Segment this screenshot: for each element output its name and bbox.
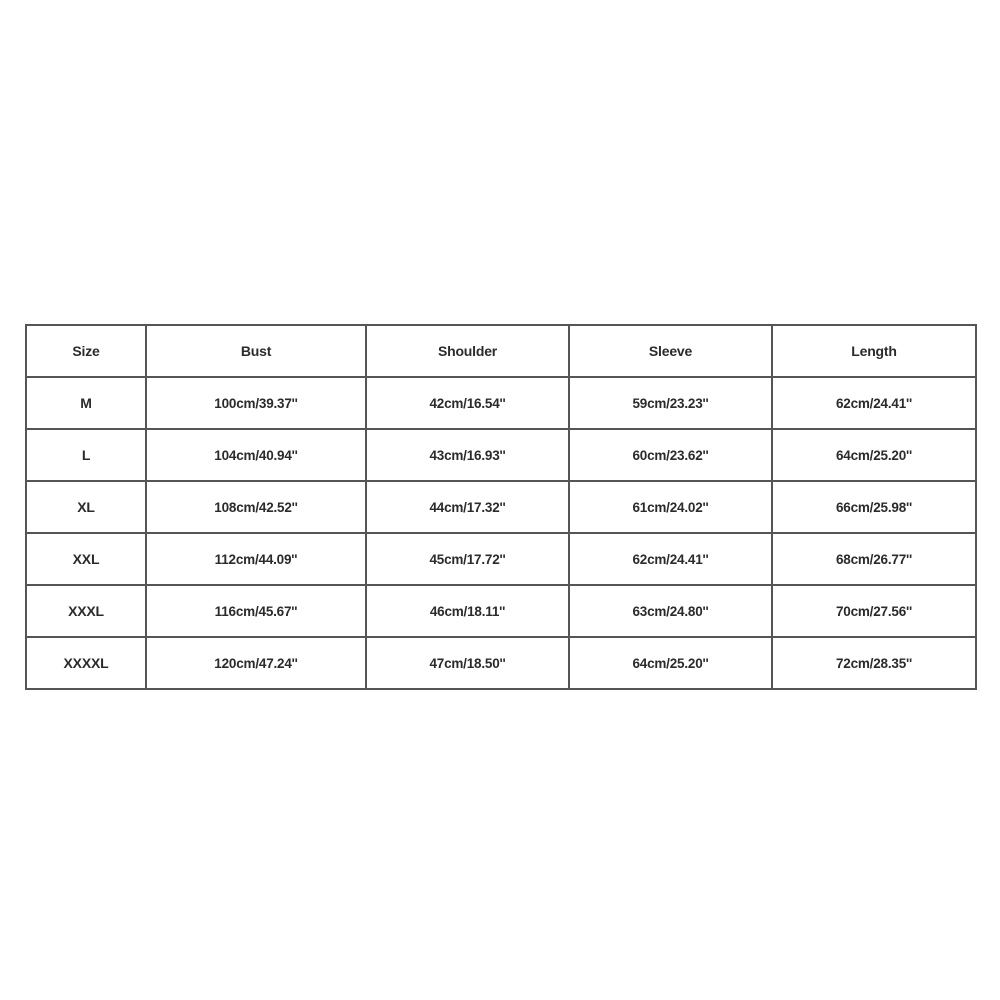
size-cell: XXXXL xyxy=(26,637,146,689)
shoulder-cell: 44cm/17.32'' xyxy=(366,481,569,533)
sleeve-cell: 60cm/23.62'' xyxy=(569,429,772,481)
sleeve-cell: 61cm/24.02'' xyxy=(569,481,772,533)
sleeve-cell: 62cm/24.41'' xyxy=(569,533,772,585)
table-row xyxy=(26,429,976,481)
header-sleeve: Sleeve xyxy=(569,325,772,377)
shoulder-cell: 47cm/18.50'' xyxy=(366,637,569,689)
table-row xyxy=(26,377,976,429)
size-cell: M xyxy=(26,377,146,429)
length-cell: 72cm/28.35'' xyxy=(772,637,976,689)
bust-cell: 120cm/47.24'' xyxy=(146,637,366,689)
bust-cell: 116cm/45.67'' xyxy=(146,585,366,637)
shoulder-cell: 46cm/18.11'' xyxy=(366,585,569,637)
table-row xyxy=(26,585,976,637)
header-length: Length xyxy=(772,325,976,377)
shoulder-cell: 43cm/16.93'' xyxy=(366,429,569,481)
size-chart-table xyxy=(25,324,977,690)
shoulder-cell: 45cm/17.72'' xyxy=(366,533,569,585)
length-cell: 68cm/26.77'' xyxy=(772,533,976,585)
bust-cell: 104cm/40.94'' xyxy=(146,429,366,481)
table-row xyxy=(26,533,976,585)
table-row xyxy=(26,637,976,689)
header-shoulder: Shoulder xyxy=(366,325,569,377)
size-cell: XXL xyxy=(26,533,146,585)
sleeve-cell: 64cm/25.20'' xyxy=(569,637,772,689)
bust-cell: 100cm/39.37'' xyxy=(146,377,366,429)
length-cell: 70cm/27.56'' xyxy=(772,585,976,637)
bust-cell: 112cm/44.09'' xyxy=(146,533,366,585)
size-cell: L xyxy=(26,429,146,481)
shoulder-cell: 42cm/16.54'' xyxy=(366,377,569,429)
sleeve-cell: 59cm/23.23'' xyxy=(569,377,772,429)
sleeve-cell: 63cm/24.80'' xyxy=(569,585,772,637)
length-cell: 66cm/25.98'' xyxy=(772,481,976,533)
table-row xyxy=(26,481,976,533)
header-size: Size xyxy=(26,325,146,377)
size-cell: XL xyxy=(26,481,146,533)
header-bust: Bust xyxy=(146,325,366,377)
size-cell: XXXL xyxy=(26,585,146,637)
length-cell: 62cm/24.41'' xyxy=(772,377,976,429)
header-row xyxy=(26,325,976,377)
bust-cell: 108cm/42.52'' xyxy=(146,481,366,533)
length-cell: 64cm/25.20'' xyxy=(772,429,976,481)
